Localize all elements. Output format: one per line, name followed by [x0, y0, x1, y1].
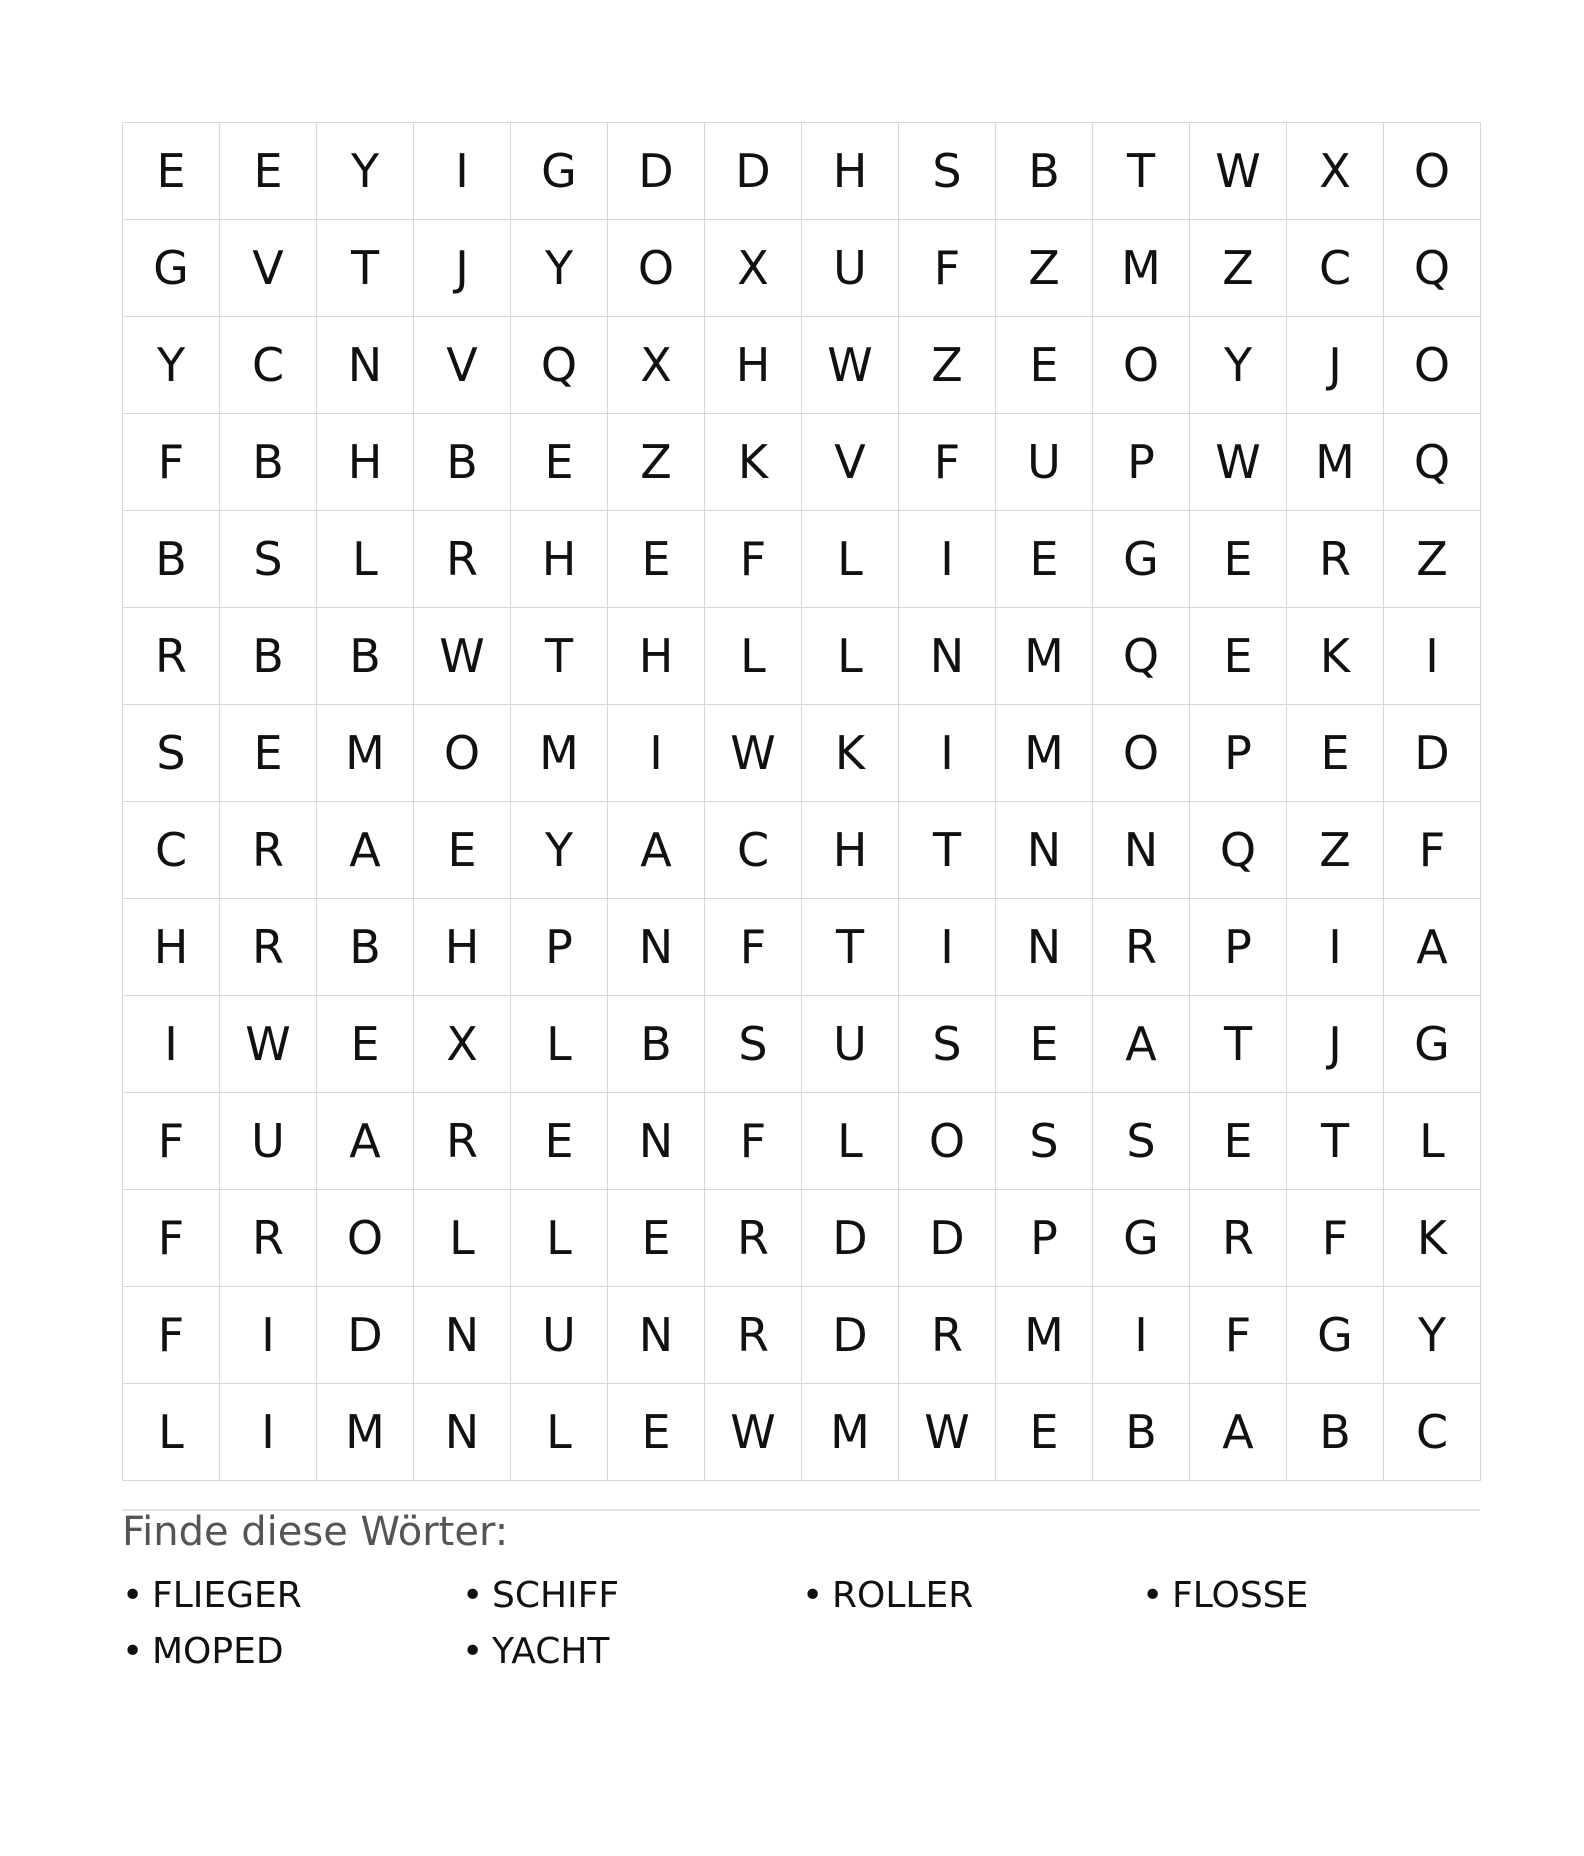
grid-cell[interactable]: S — [899, 123, 996, 220]
grid-cell[interactable]: K — [1384, 1190, 1481, 1287]
grid-cell[interactable]: U — [802, 996, 899, 1093]
grid-cell[interactable]: A — [608, 802, 705, 899]
grid-cell[interactable]: N — [608, 1093, 705, 1190]
grid-cell[interactable]: N — [608, 899, 705, 996]
grid-cell[interactable]: Q — [1384, 220, 1481, 317]
grid-cell[interactable]: S — [899, 996, 996, 1093]
grid-cell[interactable]: Z — [899, 317, 996, 414]
grid-cell[interactable]: V — [414, 317, 511, 414]
grid-cell[interactable]: T — [1287, 1093, 1384, 1190]
grid-cell[interactable]: P — [1093, 414, 1190, 511]
grid-cell[interactable]: F — [705, 1093, 802, 1190]
grid-cell[interactable]: W — [1190, 123, 1287, 220]
grid-cell[interactable]: M — [996, 1287, 1093, 1384]
grid-cell[interactable]: S — [996, 1093, 1093, 1190]
grid-cell[interactable]: W — [414, 608, 511, 705]
grid-cell[interactable]: L — [123, 1384, 220, 1481]
grid-cell[interactable]: P — [1190, 705, 1287, 802]
grid-cell[interactable]: W — [705, 705, 802, 802]
grid-cell[interactable]: J — [414, 220, 511, 317]
grid-cell[interactable]: B — [317, 899, 414, 996]
grid-cell[interactable]: H — [317, 414, 414, 511]
grid-cell[interactable]: T — [511, 608, 608, 705]
grid-cell[interactable]: V — [220, 220, 317, 317]
grid-cell[interactable]: B — [317, 608, 414, 705]
grid-cell[interactable]: Q — [1190, 802, 1287, 899]
grid-cell[interactable]: E — [220, 123, 317, 220]
grid-cell[interactable]: X — [705, 220, 802, 317]
grid-cell[interactable]: E — [608, 1384, 705, 1481]
grid-cell[interactable]: F — [123, 1190, 220, 1287]
grid-cell[interactable]: Z — [1384, 511, 1481, 608]
grid-cell[interactable]: Q — [511, 317, 608, 414]
grid-cell[interactable]: S — [1093, 1093, 1190, 1190]
grid-cell[interactable]: Z — [608, 414, 705, 511]
grid-cell[interactable]: Z — [1190, 220, 1287, 317]
word-label: MOPED — [152, 1631, 284, 1672]
grid-cell[interactable]: Y — [317, 123, 414, 220]
grid-cell[interactable]: I — [899, 705, 996, 802]
grid-cell[interactable]: B — [220, 608, 317, 705]
word-list-item — [462, 1628, 802, 1684]
grid-cell[interactable]: E — [511, 1093, 608, 1190]
grid-cell[interactable]: K — [1287, 608, 1384, 705]
grid-cell[interactable]: H — [802, 802, 899, 899]
grid-cell[interactable]: H — [511, 511, 608, 608]
grid-cell[interactable]: L — [511, 1384, 608, 1481]
grid-cell[interactable]: C — [1287, 220, 1384, 317]
grid-cell[interactable]: Y — [511, 802, 608, 899]
grid-cell[interactable]: O — [1384, 123, 1481, 220]
grid-cell[interactable]: H — [705, 317, 802, 414]
grid-cell[interactable]: S — [123, 705, 220, 802]
grid-cell[interactable]: W — [220, 996, 317, 1093]
grid-cell[interactable]: G — [511, 123, 608, 220]
grid-cell[interactable]: E — [608, 1190, 705, 1287]
grid-cell[interactable]: Q — [1093, 608, 1190, 705]
grid-cell[interactable]: Z — [1287, 802, 1384, 899]
grid-cell[interactable]: S — [220, 511, 317, 608]
grid-cell[interactable]: E — [1190, 511, 1287, 608]
grid-cell[interactable]: O — [317, 1190, 414, 1287]
grid-cell[interactable]: O — [899, 1093, 996, 1190]
grid-cell[interactable]: Z — [996, 220, 1093, 317]
grid-cell[interactable]: H — [123, 899, 220, 996]
grid-cell[interactable]: L — [802, 608, 899, 705]
grid-cell[interactable]: H — [608, 608, 705, 705]
grid-cell[interactable]: A — [1190, 1384, 1287, 1481]
grid-cell[interactable]: I — [220, 1384, 317, 1481]
grid-cell[interactable]: I — [608, 705, 705, 802]
grid-cell[interactable]: R — [705, 1190, 802, 1287]
grid-cell[interactable]: O — [414, 705, 511, 802]
grid-cell[interactable]: U — [220, 1093, 317, 1190]
grid-cell[interactable]: A — [1384, 899, 1481, 996]
grid-cell[interactable]: E — [996, 1384, 1093, 1481]
grid-cell[interactable]: L — [414, 1190, 511, 1287]
grid-cell[interactable]: A — [1093, 996, 1190, 1093]
grid-cell[interactable]: N — [996, 802, 1093, 899]
grid-cell[interactable]: E — [220, 705, 317, 802]
grid-cell[interactable]: B — [1093, 1384, 1190, 1481]
bullet-icon: • — [122, 1631, 144, 1672]
grid-cell[interactable]: E — [511, 414, 608, 511]
grid-cell[interactable]: X — [1287, 123, 1384, 220]
grid-cell[interactable]: Y — [123, 317, 220, 414]
grid-cell[interactable]: O — [1384, 317, 1481, 414]
grid-cell[interactable]: R — [220, 802, 317, 899]
grid-cell[interactable]: F — [1384, 802, 1481, 899]
grid-cell[interactable]: D — [802, 1287, 899, 1384]
grid-cell[interactable]: M — [511, 705, 608, 802]
bullet-icon: • — [462, 1631, 484, 1672]
grid-cell[interactable]: B — [1287, 1384, 1384, 1481]
grid-cell[interactable]: S — [705, 996, 802, 1093]
word-list-item — [802, 1572, 1142, 1628]
grid-cell[interactable]: I — [414, 123, 511, 220]
grid-cell[interactable]: L — [802, 511, 899, 608]
grid-cell[interactable]: D — [802, 1190, 899, 1287]
grid-cell[interactable]: F — [705, 511, 802, 608]
grid-cell[interactable]: F — [899, 220, 996, 317]
grid-cell[interactable]: B — [220, 414, 317, 511]
grid-cell[interactable]: X — [414, 996, 511, 1093]
grid-cell[interactable]: R — [1190, 1190, 1287, 1287]
grid-cell[interactable]: T — [802, 899, 899, 996]
grid-cell[interactable]: G — [1093, 1190, 1190, 1287]
word-list — [122, 1572, 1480, 1684]
grid-cell[interactable]: F — [1190, 1287, 1287, 1384]
grid-cell[interactable]: M — [1093, 220, 1190, 317]
grid-cell[interactable]: E — [996, 317, 1093, 414]
grid-cell[interactable]: N — [317, 317, 414, 414]
grid-cell[interactable]: W — [1190, 414, 1287, 511]
grid-cell[interactable]: L — [705, 608, 802, 705]
grid-cell[interactable]: F — [705, 899, 802, 996]
grid-cell[interactable]: R — [1093, 899, 1190, 996]
grid-cell[interactable]: B — [414, 414, 511, 511]
grid-cell[interactable]: H — [414, 899, 511, 996]
grid-cell[interactable]: P — [996, 1190, 1093, 1287]
grid-cell[interactable]: M — [802, 1384, 899, 1481]
grid-cell[interactable]: U — [996, 414, 1093, 511]
grid-cell[interactable]: E — [1287, 705, 1384, 802]
grid-cell[interactable]: L — [511, 996, 608, 1093]
grid-cell[interactable]: I — [1287, 899, 1384, 996]
grid-cell[interactable]: E — [1190, 608, 1287, 705]
grid-cell[interactable]: Y — [1190, 317, 1287, 414]
grid-cell[interactable]: D — [705, 123, 802, 220]
grid-cell[interactable]: G — [123, 220, 220, 317]
grid-cell[interactable]: U — [511, 1287, 608, 1384]
grid-cell[interactable]: M — [317, 705, 414, 802]
grid-cell[interactable]: Y — [1384, 1287, 1481, 1384]
grid-cell[interactable]: Q — [1384, 414, 1481, 511]
grid-cell[interactable]: U — [802, 220, 899, 317]
grid-cell[interactable]: X — [608, 317, 705, 414]
grid-cell[interactable]: O — [608, 220, 705, 317]
grid-cell[interactable]: I — [899, 899, 996, 996]
grid-cell[interactable]: I — [1384, 608, 1481, 705]
word-label: FLOSSE — [1172, 1575, 1309, 1616]
word-label: SCHIFF — [492, 1575, 620, 1616]
grid-cell[interactable]: P — [1190, 899, 1287, 996]
grid-cell[interactable]: N — [608, 1287, 705, 1384]
grid-cell[interactable]: M — [317, 1384, 414, 1481]
grid-cell[interactable]: C — [705, 802, 802, 899]
grid-cell[interactable]: T — [1093, 123, 1190, 220]
grid-cell[interactable]: T — [899, 802, 996, 899]
grid-cell[interactable]: A — [317, 1093, 414, 1190]
word-list-item — [462, 1572, 802, 1628]
grid-cell[interactable]: D — [608, 123, 705, 220]
grid-cell[interactable]: O — [1093, 705, 1190, 802]
grid-cell[interactable]: W — [802, 317, 899, 414]
bullet-icon: • — [122, 1575, 144, 1616]
grid-cell[interactable]: F — [1287, 1190, 1384, 1287]
grid-cell[interactable]: B — [996, 123, 1093, 220]
grid-cell[interactable]: N — [414, 1384, 511, 1481]
grid-cell[interactable]: J — [1287, 317, 1384, 414]
grid-cell[interactable]: E — [996, 511, 1093, 608]
grid-cell[interactable]: L — [1384, 1093, 1481, 1190]
grid-cell[interactable]: F — [123, 1287, 220, 1384]
grid-cell[interactable]: I — [1093, 1287, 1190, 1384]
grid-cell[interactable]: E — [317, 996, 414, 1093]
grid-cell[interactable]: L — [802, 1093, 899, 1190]
grid-cell[interactable]: E — [1190, 1093, 1287, 1190]
grid-cell[interactable]: K — [802, 705, 899, 802]
grid-cell[interactable]: B — [608, 996, 705, 1093]
grid-cell[interactable]: M — [996, 705, 1093, 802]
word-label: FLIEGER — [152, 1575, 302, 1616]
grid-cell[interactable]: I — [899, 511, 996, 608]
grid-cell[interactable]: F — [123, 414, 220, 511]
grid-cell[interactable]: N — [414, 1287, 511, 1384]
grid-cell[interactable]: T — [1190, 996, 1287, 1093]
grid-cell[interactable]: T — [317, 220, 414, 317]
grid-cell[interactable]: R — [220, 1190, 317, 1287]
grid-cell[interactable]: L — [317, 511, 414, 608]
grid-cell[interactable]: D — [1384, 705, 1481, 802]
grid-cell[interactable]: C — [123, 802, 220, 899]
word-list-item — [122, 1628, 462, 1684]
grid-cell[interactable]: E — [414, 802, 511, 899]
grid-cell[interactable]: F — [123, 1093, 220, 1190]
grid-cell[interactable]: J — [1287, 996, 1384, 1093]
grid-cell[interactable]: R — [123, 608, 220, 705]
grid-cell[interactable]: D — [317, 1287, 414, 1384]
grid-cell[interactable]: E — [608, 511, 705, 608]
bullet-icon: • — [462, 1575, 484, 1616]
word-list-title: Finde diese Wörter: — [122, 1509, 509, 1555]
word-list-item — [1142, 1572, 1482, 1628]
bullet-icon: • — [802, 1575, 824, 1616]
grid-cell[interactable]: R — [705, 1287, 802, 1384]
grid-cell[interactable]: H — [802, 123, 899, 220]
grid-cell[interactable]: L — [511, 1190, 608, 1287]
letter-grid — [122, 122, 1481, 1481]
grid-cell[interactable]: D — [899, 1190, 996, 1287]
grid-cell[interactable]: I — [123, 996, 220, 1093]
grid-cell[interactable]: O — [1093, 317, 1190, 414]
grid-cell[interactable]: P — [511, 899, 608, 996]
grid-cell[interactable]: W — [899, 1384, 996, 1481]
grid-cell[interactable]: I — [220, 1287, 317, 1384]
grid-cell[interactable]: N — [996, 899, 1093, 996]
grid-cell[interactable]: C — [220, 317, 317, 414]
grid-cell[interactable]: F — [899, 414, 996, 511]
grid-cell[interactable]: A — [317, 802, 414, 899]
word-label: YACHT — [492, 1631, 610, 1672]
grid-cell[interactable]: M — [1287, 414, 1384, 511]
grid-cell[interactable]: R — [1287, 511, 1384, 608]
grid-cell[interactable]: Y — [511, 220, 608, 317]
grid-cell[interactable]: R — [414, 1093, 511, 1190]
grid-cell[interactable]: N — [1093, 802, 1190, 899]
grid-cell[interactable]: K — [705, 414, 802, 511]
grid-cell[interactable]: B — [123, 511, 220, 608]
grid-cell[interactable]: N — [899, 608, 996, 705]
grid-cell[interactable]: G — [1384, 996, 1481, 1093]
grid-cell[interactable]: E — [996, 996, 1093, 1093]
grid-cell[interactable]: M — [996, 608, 1093, 705]
bullet-icon: • — [1142, 1575, 1164, 1616]
grid-cell[interactable]: W — [705, 1384, 802, 1481]
word-list-item — [122, 1572, 462, 1628]
grid-cell[interactable]: C — [1384, 1384, 1481, 1481]
grid-cell[interactable]: G — [1093, 511, 1190, 608]
grid-cell[interactable]: V — [802, 414, 899, 511]
grid-cell[interactable]: G — [1287, 1287, 1384, 1384]
grid-cell[interactable]: E — [123, 123, 220, 220]
word-label: ROLLER — [832, 1575, 974, 1616]
grid-cell[interactable]: R — [220, 899, 317, 996]
grid-cell[interactable]: R — [899, 1287, 996, 1384]
grid-cell[interactable]: R — [414, 511, 511, 608]
